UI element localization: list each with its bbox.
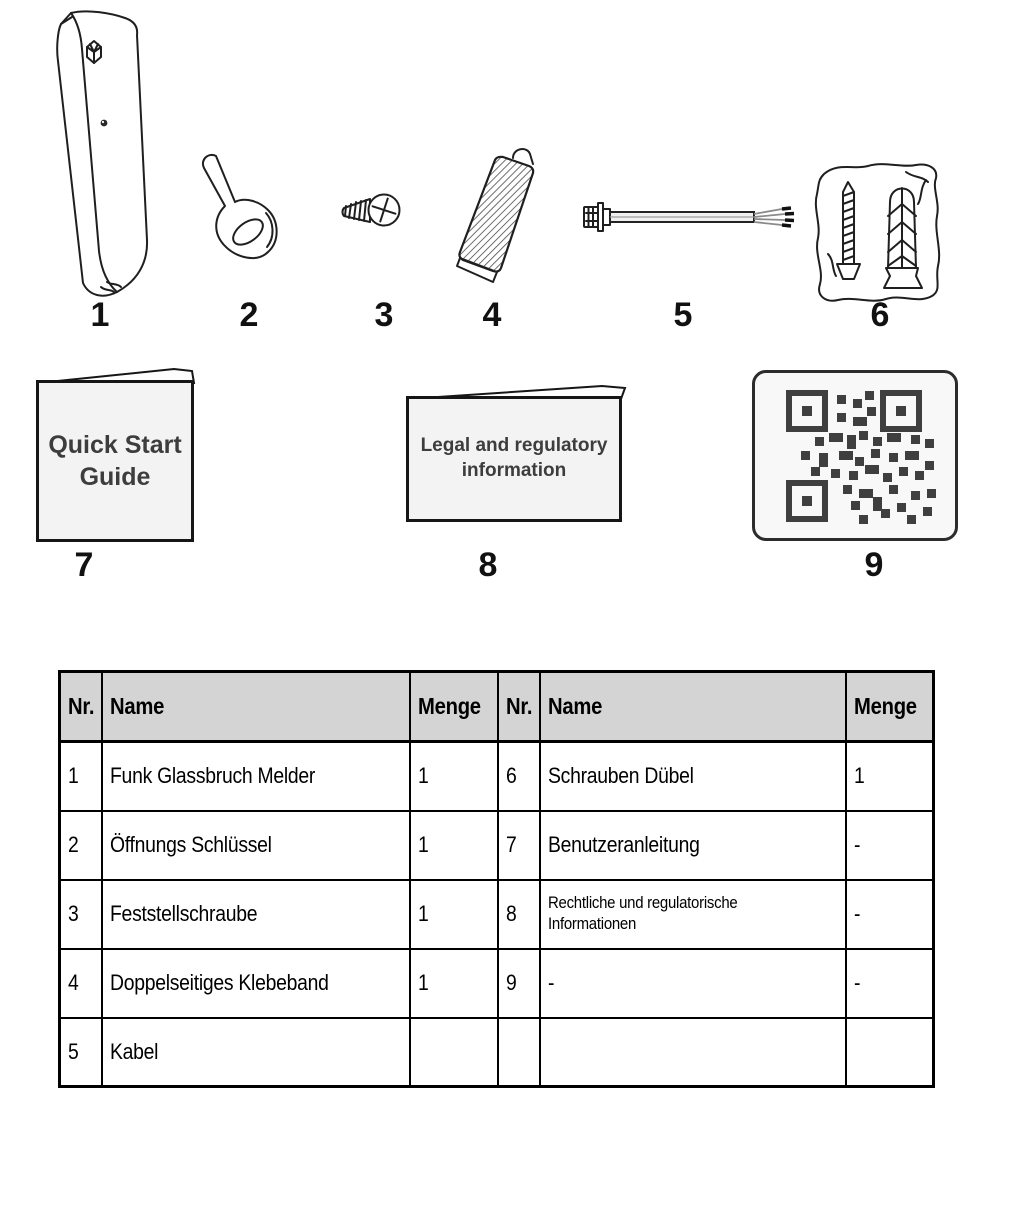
cell-text: 1 (853, 763, 865, 789)
cell-text: 4 (68, 970, 79, 995)
cell-menge (846, 949, 934, 1018)
header-menge-right (846, 672, 934, 742)
glassbreak-sensor-illustration (25, 5, 165, 305)
cell-text: 1 (417, 763, 429, 789)
header-name-left (102, 672, 410, 742)
cell-nr (60, 1018, 102, 1087)
cable-illustration (582, 198, 794, 236)
cell-name (102, 811, 410, 880)
cell-text: 5 (68, 1038, 79, 1064)
cell-menge (846, 811, 934, 880)
header-name-right (540, 672, 846, 742)
cell-text: - (853, 901, 860, 926)
cell-text: 1 (68, 763, 79, 789)
package-contents-table (58, 670, 935, 1088)
cell-menge (410, 811, 498, 880)
item-number-label: 1 (90, 296, 110, 334)
booklet-title-line2: information (461, 460, 567, 481)
cell-text: Menge (417, 693, 481, 719)
cell-text: - (853, 970, 860, 995)
legal-regulatory-booklet (406, 384, 632, 524)
cell-menge (410, 949, 498, 1018)
cell-nr (60, 811, 102, 880)
cell-text: Rechtliche und regulatorische Informationen (547, 893, 737, 933)
item-number-label: 9 (864, 546, 884, 584)
qr-code-card (752, 370, 958, 541)
cell-text: 8 (505, 901, 517, 926)
cell-text: 2 (68, 832, 79, 857)
table-header-row (60, 672, 934, 742)
cell-text: 7 (505, 832, 517, 857)
screws-dowels-bag-illustration (810, 158, 950, 308)
table-row (60, 880, 934, 949)
cell-text: Benutzeranleitung (547, 832, 700, 857)
cell-menge (410, 880, 498, 949)
item-number-label: 5 (673, 296, 693, 334)
quick-start-guide-booklet (36, 366, 198, 544)
cell-name (102, 1018, 410, 1087)
table-row (60, 1018, 934, 1087)
cell-nr (498, 742, 540, 811)
cell-menge (846, 880, 934, 949)
cell-text: 3 (68, 901, 79, 926)
booklet-title-line1: Quick Start (48, 430, 182, 459)
header-menge-left (410, 672, 498, 742)
cell-name (102, 949, 410, 1018)
item-number-label: 6 (870, 296, 890, 334)
adhesive-tape-illustration (445, 142, 545, 287)
cell-text: Nr. (68, 693, 95, 719)
item-number-label: 7 (74, 546, 94, 584)
cell-name (540, 1018, 846, 1087)
item-number-label: 4 (482, 296, 502, 334)
cell-text: Nr. (505, 693, 532, 719)
cell-menge (410, 1018, 498, 1087)
cell-text: 1 (417, 832, 429, 857)
booklet-cover (406, 396, 622, 522)
booklet-title-line2: Guide (79, 463, 151, 491)
booklet-cover (36, 380, 194, 542)
cell-nr (60, 742, 102, 811)
cell-name (540, 949, 846, 1018)
opening-key-illustration (200, 153, 295, 268)
cell-text: Doppelseitiges Klebeband (109, 970, 329, 995)
cell-text: 6 (505, 763, 517, 789)
booklet-title-line1: Legal and regulatory (420, 435, 608, 457)
table-row (60, 811, 934, 880)
item-number-label: 2 (239, 296, 259, 334)
table-row (60, 742, 934, 811)
cell-name (102, 742, 410, 811)
item-number-label: 8 (478, 546, 498, 584)
header-nr-right (498, 672, 540, 742)
cell-nr (498, 949, 540, 1018)
cell-text: Feststellschraube (109, 901, 257, 926)
item-number-label: 3 (374, 296, 394, 334)
screw-illustration (332, 186, 404, 238)
cell-text: Funk Glassbruch Melder (109, 763, 315, 789)
cell-name (540, 742, 846, 811)
table-row (60, 949, 934, 1018)
cell-nr (60, 949, 102, 1018)
cell-text: - (547, 970, 554, 995)
cell-text: Menge (853, 693, 917, 719)
cell-nr (498, 1018, 540, 1087)
cell-text: 9 (505, 970, 517, 995)
cell-text: Öffnungs Schlüssel (109, 832, 272, 857)
cell-nr (60, 880, 102, 949)
cell-nr (498, 811, 540, 880)
cell-text: - (853, 832, 860, 857)
cell-name (540, 811, 846, 880)
cell-text: Kabel (109, 1038, 158, 1064)
cell-name (102, 880, 410, 949)
qr-code-illustration (755, 373, 955, 538)
cell-text: 1 (417, 901, 429, 926)
cell-text: 1 (417, 970, 429, 995)
cell-text: Schrauben Dübel (547, 763, 694, 789)
cell-text: Name (109, 693, 164, 719)
cell-name (540, 880, 846, 949)
cell-text: Name (547, 693, 602, 719)
cell-nr (498, 880, 540, 949)
cell-menge (410, 742, 498, 811)
header-nr-left (60, 672, 102, 742)
cell-menge (846, 742, 934, 811)
cell-menge (846, 1018, 934, 1087)
